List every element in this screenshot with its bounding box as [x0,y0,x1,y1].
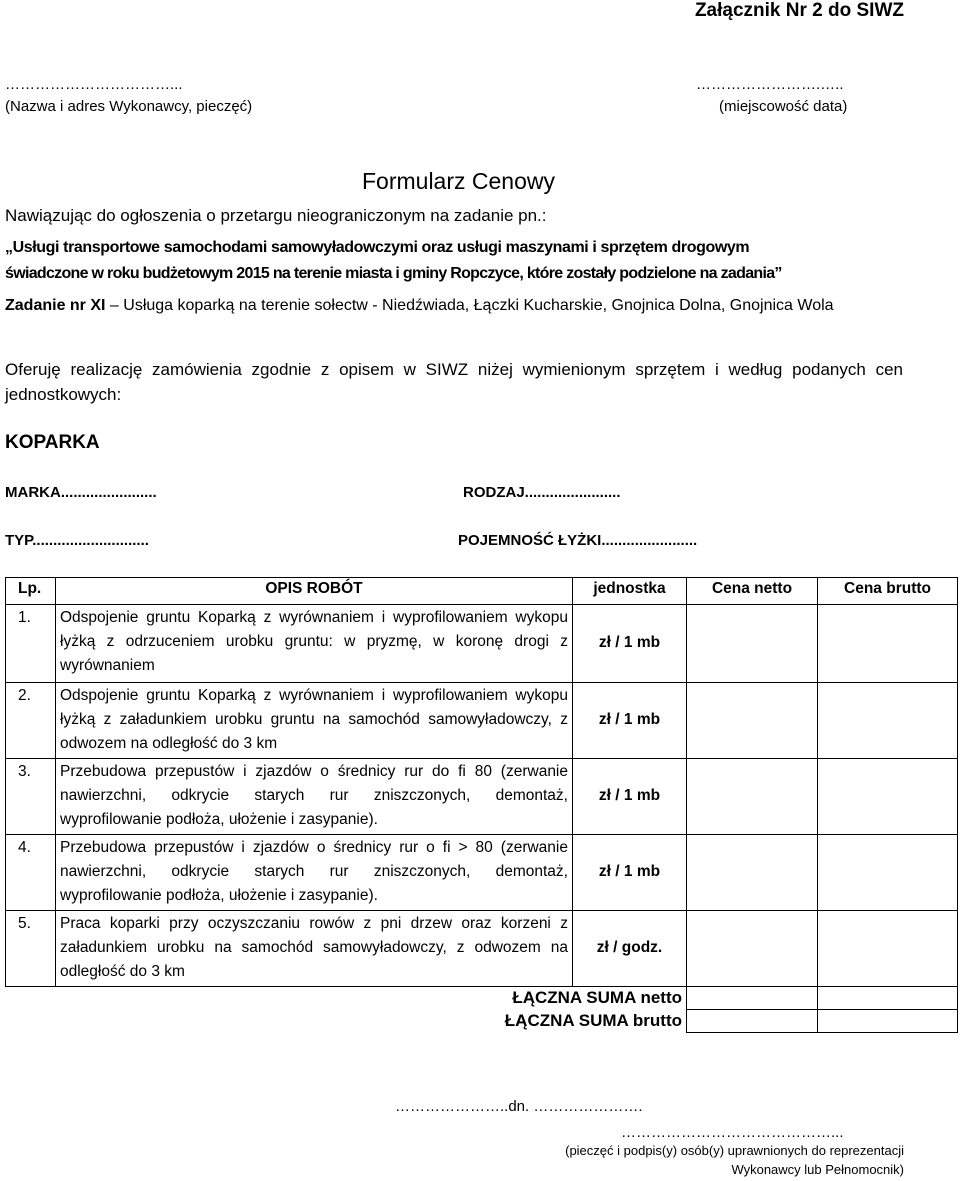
row-description: Przebudowa przepustów i zjazdów o średnicy rur o fi > 80 (zerwanie nawierzchni, odkrycie starych rur zniszczonych, demontaż, wyprofilowanie podłoża, ułożenie i zasypanie). [56,835,573,911]
row-unit: zł / 1 mb [573,605,687,683]
sum-brutto-label: ŁĄCZNA SUMA brutto [504,1010,682,1030]
row-unit: zł / 1 mb [573,683,687,759]
annex-label: Załącznik Nr 2 do SIWZ [694,0,904,21]
header-unit: jednostka [573,578,687,605]
row-unit: zł / 1 mb [573,759,687,835]
place-date-caption: (miejscowość data) [719,98,848,115]
sum-netto-value-cell[interactable] [687,987,818,1010]
place-date-dots: …………………….….. [696,76,844,93]
field-rodzaj: RODZAJ....................... [463,484,621,501]
service-title-line2: świadczone w roku budżetowym 2015 na terenie miasta i gminy Ropczyce, które zostały podzielone na zadania” [5,265,782,282]
field-typ: TYP............................ [5,532,149,549]
contractor-dots: ……………………………... [5,76,183,93]
net-price-cell[interactable] [687,605,818,683]
sum-brutto-row [6,1010,958,1033]
header-net-price: Cena netto [687,578,818,605]
sum-netto-label: ŁĄCZNA SUMA netto [512,988,682,1007]
sum-netto-gross-cell[interactable] [818,987,958,1010]
gross-price-cell[interactable] [818,759,958,835]
offer-text: Oferuję realizację zamówienia zgodnie z opisem w SIWZ niżej wymienionym sprzętem i według podanych cen jednostkowych: [5,360,903,404]
net-price-cell[interactable] [687,683,818,759]
header-lp: Lp. [6,578,56,605]
intro-text: Nawiązując do ogłoszenia o przetargu nieograniczonym na zadanie pn.: [5,206,547,225]
table-row [6,605,958,683]
signature-caption-line2: Wykonawcy lub Pełnomocnik) [731,1162,904,1177]
row-number: 2. [6,683,56,759]
task-description [5,293,903,318]
row-description: Przebudowa przepustów i zjazdów o średnicy rur do fi 80 (zerwanie nawierzchni, odkrycie starych rur zniszczonych, demontaż, wyprofilowanie podłoża, ułożenie i zasypanie). [56,759,573,835]
net-price-cell[interactable] [687,911,818,987]
sum-netto-row [6,987,958,1010]
row-number: 1. [6,605,56,683]
gross-price-cell[interactable] [818,605,958,683]
row-unit: zł / godz. [573,911,687,987]
net-price-cell[interactable] [687,835,818,911]
row-description: Odspojenie gruntu Koparką z wyrównaniem i wyprofilowaniem wykopu łyżką z odrzuceniem urobku gruntu: w pryzmę, w koronę drogi z wyrównaniem [56,605,573,683]
signature-caption-line1: (pieczęć i podpis(y) osób(y) uprawnionych do reprezentacji [565,1143,904,1158]
page-title: Formularz Cenowy [362,168,555,194]
header-description: OPIS ROBÓT [56,578,573,605]
net-price-cell[interactable] [687,759,818,835]
gross-price-cell[interactable] [818,683,958,759]
field-marka: MARKA....................... [5,484,157,501]
date-line: …………………..dn. …………………. [395,1098,643,1115]
row-unit: zł / 1 mb [573,835,687,911]
row-number: 5. [6,911,56,987]
row-number: 3. [6,759,56,835]
row-description: Odspojenie gruntu Koparką z wyrównaniem i wyprofilowaniem wykopu łyżką z załadunkiem urobku gruntu na samochód samowyładowczy, z odwozem na odległość do 3 km [56,683,573,759]
task-label: Zadanie nr XI [5,297,106,314]
table-row [6,911,958,987]
field-pojemnosc: POJEMNOŚĆ ŁYŻKI....................... [458,532,698,549]
table-row [6,759,958,835]
sum-brutto-net-cell[interactable] [687,1010,818,1033]
table-row [6,683,958,759]
section-title: KOPARKA [5,432,100,453]
contractor-caption: (Nazwa i adres Wykonawcy, pieczęć) [5,98,253,115]
sum-brutto-value-cell[interactable] [818,1010,958,1033]
row-number: 4. [6,835,56,911]
service-title-line1: „Usługi transportowe samochodami samowyładowczymi oraz usługi maszynami i sprzętem drogowym [5,239,750,256]
price-table [5,577,958,1033]
gross-price-cell[interactable] [818,911,958,987]
table-row [6,835,958,911]
gross-price-cell[interactable] [818,835,958,911]
row-description: Praca koparki przy oczyszczaniu rowów z pni drzew oraz korzeni z załadunkiem urobku na samochód samowyładowczy, z odwozem na odległość do 3 km [56,911,573,987]
signature-dots: ……………………………………... [621,1124,844,1141]
table-header-row [6,578,958,605]
task-text: – Usługa koparką na terenie sołectw - Niedźwiada, Łączki Kucharskie, Gnojnica Dolna, Gnojnica Wola [105,297,834,314]
header-gross-price: Cena brutto [818,578,958,605]
